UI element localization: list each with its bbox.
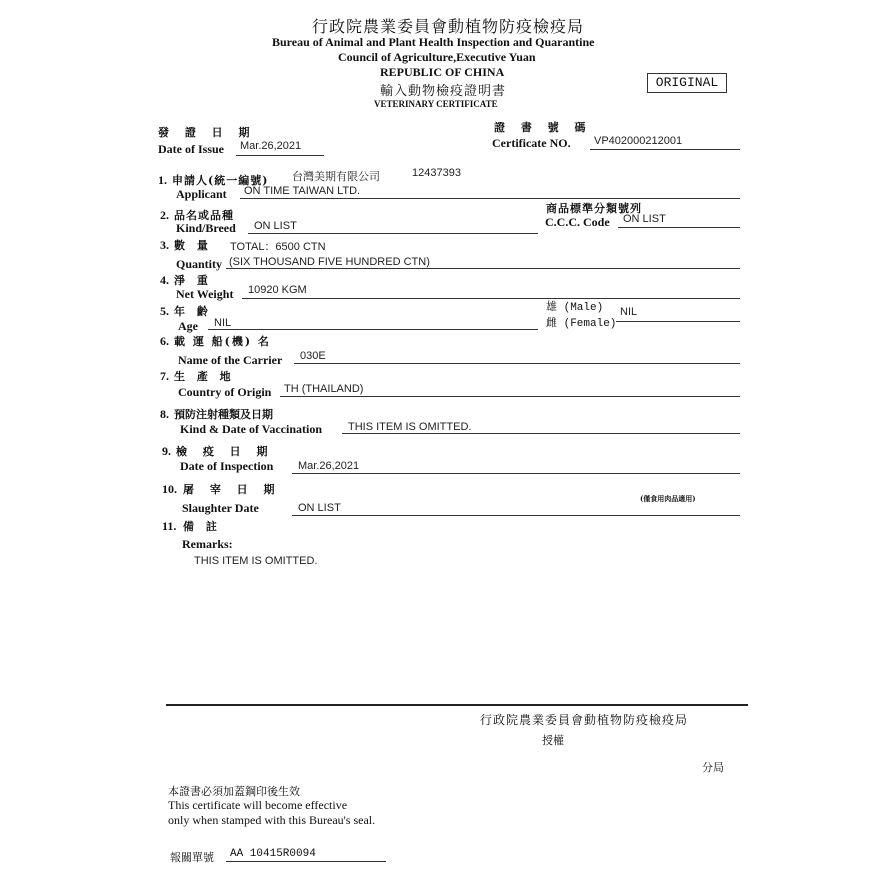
inspection-number: 9.: [162, 444, 171, 458]
certno-label-en: Certificate NO.: [492, 136, 571, 150]
slaughter-label-en: Slaughter Date: [182, 501, 259, 515]
kind-value: ON LIST: [254, 220, 297, 232]
footer-bureau-zh: 行政院農業委員會動植物防疫檢疫局: [480, 713, 689, 727]
certno-label-zh: 證 書 號 碼: [494, 121, 592, 134]
signature-line: [166, 704, 748, 706]
ccc-value: ON LIST: [623, 213, 666, 225]
vaccination-label-en: Kind & Date of Vaccination: [180, 422, 323, 436]
applicant-id: 12437393: [412, 167, 461, 179]
kind-label-zh: 品名或品種: [174, 209, 234, 222]
weight-value: 10920 KGM: [248, 284, 307, 296]
customs-value: AA 10415R0094: [230, 848, 316, 860]
customs-label: 報關單號: [170, 852, 214, 864]
ccc-label-en: C.C.C. Code: [545, 215, 610, 229]
quantity-label-en: Quantity: [176, 257, 223, 271]
origin-value: TH (THAILAND): [284, 383, 364, 395]
applicant-name-zh: 台灣美期有限公司: [292, 171, 380, 183]
footer-branch: 分局: [702, 762, 724, 774]
inspection-label-zh: 檢 疫 日 期: [176, 445, 274, 458]
quantity-label-zh: 數 量: [174, 239, 212, 252]
origin-label-zh: 生 產 地: [174, 370, 235, 383]
slaughter-number: 10.: [162, 482, 177, 496]
original-stamp: ORIGINAL: [647, 73, 727, 93]
age-label-en: Age: [178, 319, 198, 333]
country-title: REPUBLIC OF CHINA: [380, 65, 505, 79]
issue-label-zh: 發 證 日 期: [158, 126, 256, 139]
weight-label-zh: 淨 重: [174, 274, 212, 287]
carrier-label-en: Name of the Carrier: [178, 353, 283, 367]
certificate-title-en: VETERINARY CERTIFICATE: [374, 99, 498, 109]
quantity-total: TOTAL：6500 CTN: [230, 241, 326, 253]
age-label-zh: 年 齡: [174, 305, 212, 318]
remarks-label-zh: 備 註: [183, 520, 221, 533]
council-title: Council of Agriculture,Executive Yuan: [338, 50, 536, 64]
applicant-label-zh: 申請人(統一編號): [172, 174, 269, 187]
remarks-number: 11.: [162, 519, 177, 533]
kind-label-en: Kind/Breed: [176, 221, 236, 235]
applicant-number: 1.: [158, 173, 167, 187]
footer-authorized: 授權: [542, 735, 564, 747]
carrier-value: 030E: [300, 350, 326, 362]
inspection-label-en: Date of Inspection: [180, 459, 274, 473]
sex-female-label: 雌 (Female): [546, 318, 617, 330]
agency-title-en: Bureau of Animal and Plant Health Inspection and Quarantine: [272, 35, 595, 49]
vaccination-number: 8.: [160, 407, 169, 421]
carrier-label-zh: 載 運 船(機) 名: [174, 335, 271, 348]
remarks-value: THIS ITEM IS OMITTED.: [194, 555, 318, 567]
weight-label-en: Net Weight: [176, 287, 234, 301]
applicant-value: ON TIME TAIWAN LTD.: [244, 185, 361, 197]
origin-number: 7.: [160, 369, 169, 383]
vaccination-label-zh: 預防注射種類及日期: [174, 408, 273, 421]
quantity-value: (SIX THOUSAND FIVE HUNDRED CTN): [229, 256, 430, 268]
issue-date-value: Mar.26,2021: [240, 140, 302, 152]
issue-label-en: Date of Issue: [158, 142, 224, 156]
seal-note-en-1: This certificate will become effective: [168, 798, 348, 812]
sex-value: NIL: [620, 306, 638, 318]
remarks-label-en: Remarks:: [182, 537, 233, 551]
seal-note-zh: 本證書必須加蓋鋼印後生效: [168, 786, 300, 798]
weight-number: 4.: [160, 273, 169, 287]
seal-note-en-2: only when stamped with this Bureau's seal.: [168, 813, 376, 827]
certificate-title-zh: 輸入動物檢疫證明書: [380, 83, 507, 98]
quantity-number: 3.: [160, 238, 169, 252]
slaughter-label-zh: 屠 宰 日 期: [183, 483, 281, 496]
slaughter-note: (僅食用肉品適用): [640, 494, 696, 503]
kind-number: 2.: [160, 208, 169, 222]
slaughter-value: ON LIST: [298, 502, 341, 514]
certificate-number-value: VP402000212001: [594, 135, 683, 147]
sex-male-label: 雄 (Male): [546, 302, 604, 314]
ccc-label-zh: 商品標準分類號列: [546, 202, 642, 215]
agency-title-zh: 行政院農業委員會動植物防疫檢疫局: [312, 19, 585, 36]
applicant-label-en: Applicant: [176, 187, 227, 201]
carrier-number: 6.: [160, 334, 169, 348]
age-number: 5.: [160, 304, 169, 318]
age-value: NIL: [214, 317, 232, 329]
inspection-value: Mar.26,2021: [298, 460, 360, 472]
origin-label-en: Country of Origin: [178, 385, 272, 399]
vaccination-value: THIS ITEM IS OMITTED.: [348, 421, 472, 433]
